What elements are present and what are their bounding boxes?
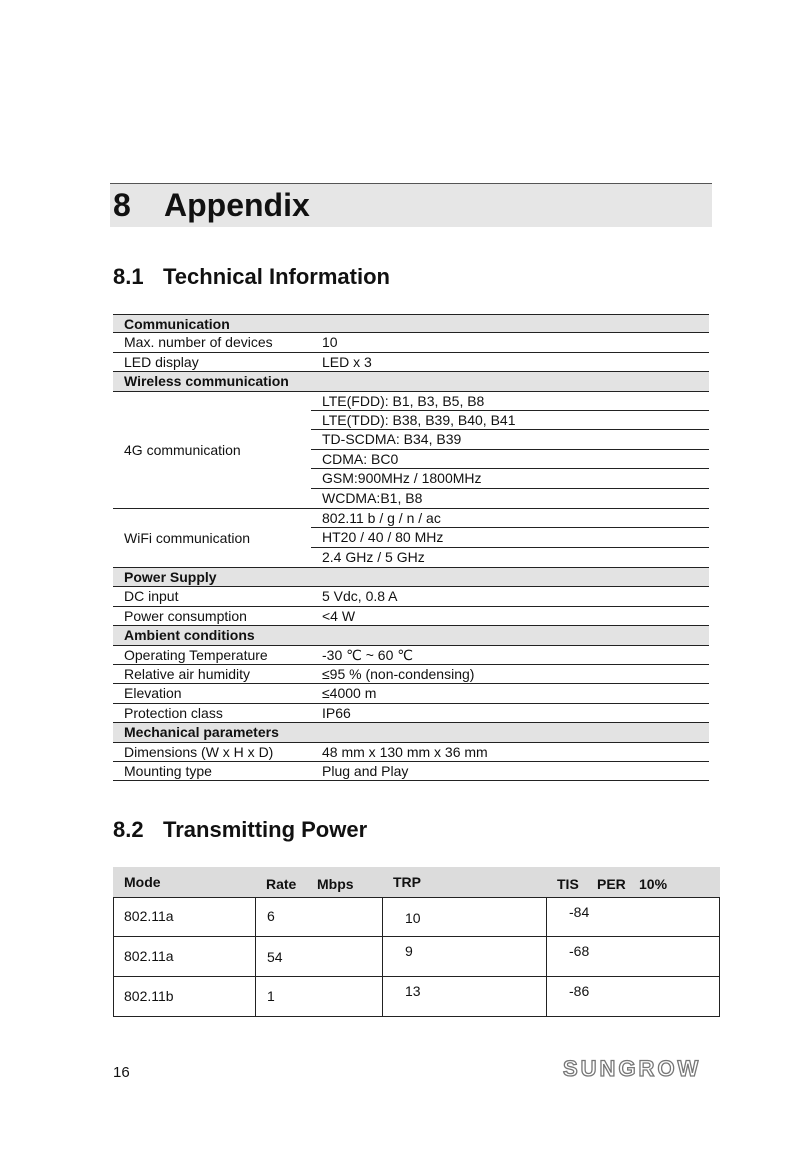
row-label: DC input bbox=[124, 588, 179, 605]
table-row bbox=[113, 937, 720, 977]
group-header-label: Wireless communication bbox=[124, 373, 289, 390]
row-value: GSM:900MHz / 1800MHz bbox=[311, 469, 709, 488]
table-row bbox=[113, 977, 720, 1017]
table-row-group-4g bbox=[113, 392, 709, 509]
table-row bbox=[113, 897, 720, 937]
header-tis: TIS bbox=[557, 876, 579, 892]
chapter-heading bbox=[110, 183, 712, 227]
section-title: Technical Information bbox=[163, 264, 390, 289]
chapter-number: 8 bbox=[113, 187, 131, 223]
cell-trp bbox=[383, 977, 547, 1016]
chapter-title: Appendix bbox=[164, 187, 310, 223]
table-header-row bbox=[113, 867, 720, 897]
row-value: ≤95 % (non-condensing) bbox=[322, 666, 475, 683]
row-value: CDMA: BC0 bbox=[311, 450, 709, 469]
table-row bbox=[113, 353, 709, 372]
row-label: Protection class bbox=[124, 704, 223, 721]
group-header-label: Mechanical parameters bbox=[124, 724, 279, 741]
cell-tis bbox=[547, 898, 719, 936]
table-group-header bbox=[113, 314, 709, 333]
row-label: Relative air humidity bbox=[124, 666, 251, 683]
row-label: Max. number of devices bbox=[124, 334, 273, 351]
table-row bbox=[113, 333, 709, 352]
row-value: LTE(FDD): B1, B3, B5, B8 bbox=[311, 392, 709, 411]
row-value: TD-SCDMA: B34, B39 bbox=[311, 430, 709, 449]
section-heading-technical-information bbox=[113, 264, 390, 290]
table-row bbox=[113, 607, 709, 626]
table-row bbox=[113, 743, 709, 762]
row-value: 802.11 b / g / n / ac bbox=[311, 509, 709, 528]
table-group-header bbox=[113, 723, 709, 742]
row-label: Elevation bbox=[124, 685, 182, 702]
cell-rate bbox=[256, 898, 383, 936]
cell-text: 10 bbox=[405, 910, 421, 926]
table-group-header bbox=[113, 372, 709, 391]
header-per: PER bbox=[597, 876, 626, 892]
page-number: 16 bbox=[113, 1064, 130, 1081]
header-rate-unit: Mbps bbox=[317, 876, 354, 892]
technical-information-table bbox=[113, 314, 709, 781]
cell-text: 802.11a bbox=[124, 908, 174, 924]
table-group-header bbox=[113, 568, 709, 587]
table-row bbox=[113, 587, 709, 606]
row-value: Plug and Play bbox=[322, 762, 409, 779]
table-row bbox=[113, 646, 709, 665]
cell-mode bbox=[114, 977, 256, 1016]
cell-trp bbox=[383, 898, 547, 936]
row-value: 2.4 GHz / 5 GHz bbox=[322, 548, 425, 565]
group-header-label: Communication bbox=[124, 316, 230, 332]
row-value: 5 Vdc, 0.8 A bbox=[322, 588, 398, 605]
row-value: 48 mm x 130 mm x 36 mm bbox=[322, 743, 488, 760]
table-row-group-wifi bbox=[113, 509, 709, 568]
section-number: 8.2 bbox=[113, 817, 144, 842]
header-trp: TRP bbox=[393, 874, 421, 890]
group-header-label: Power Supply bbox=[124, 569, 217, 586]
cell-rate bbox=[256, 937, 383, 976]
transmitting-power-table bbox=[113, 867, 720, 1017]
row-label: Dimensions (W x H x D) bbox=[124, 743, 274, 760]
row-label: LED display bbox=[124, 353, 199, 370]
cell-text: -68 bbox=[569, 943, 590, 959]
table-row bbox=[113, 704, 709, 723]
cell-trp bbox=[383, 937, 547, 976]
header-mode: Mode bbox=[124, 874, 161, 890]
row-label: 4G communication bbox=[124, 441, 241, 458]
row-value: ≤4000 m bbox=[322, 685, 377, 702]
section-number: 8.1 bbox=[113, 264, 144, 289]
row-label: Power consumption bbox=[124, 607, 247, 624]
cell-text: -84 bbox=[569, 904, 590, 920]
cell-text: -86 bbox=[569, 983, 590, 999]
row-value: LED x 3 bbox=[322, 353, 372, 370]
row-value: -30 ℃ ~ 60 ℃ bbox=[322, 646, 413, 663]
row-value: HT20 / 40 / 80 MHz bbox=[311, 528, 709, 547]
table-row bbox=[113, 762, 709, 781]
sungrow-logo: SUNGROW bbox=[563, 1056, 702, 1081]
cell-mode bbox=[114, 937, 256, 976]
cell-text: 1 bbox=[267, 988, 275, 1004]
row-label: Operating Temperature bbox=[124, 646, 268, 663]
row-value: 10 bbox=[322, 334, 338, 351]
cell-rate bbox=[256, 977, 383, 1016]
cell-text: 54 bbox=[267, 949, 283, 965]
cell-text: 6 bbox=[267, 908, 275, 924]
cell-text: 9 bbox=[405, 943, 413, 959]
cell-text: 802.11a bbox=[124, 948, 174, 964]
table-group-header bbox=[113, 626, 709, 645]
section-title: Transmitting Power bbox=[163, 817, 368, 842]
group-header-label: Ambient conditions bbox=[124, 627, 255, 644]
cell-text: 802.11b bbox=[124, 988, 174, 1004]
cell-text: 13 bbox=[405, 983, 421, 999]
cell-mode bbox=[114, 898, 256, 936]
row-value: <4 W bbox=[322, 607, 356, 624]
row-label: Mounting type bbox=[124, 762, 212, 779]
header-rate: Rate bbox=[266, 876, 297, 892]
cell-tis bbox=[547, 937, 719, 976]
cell-tis bbox=[547, 977, 719, 1016]
table-row bbox=[113, 665, 709, 684]
header-per-value: 10% bbox=[639, 876, 668, 892]
section-heading-transmitting-power bbox=[113, 817, 367, 843]
row-value: IP66 bbox=[322, 704, 351, 721]
row-label: WiFi communication bbox=[124, 529, 251, 546]
table-row bbox=[113, 684, 709, 703]
row-value: LTE(TDD): B38, B39, B40, B41 bbox=[311, 411, 709, 430]
row-value: WCDMA:B1, B8 bbox=[322, 489, 423, 506]
